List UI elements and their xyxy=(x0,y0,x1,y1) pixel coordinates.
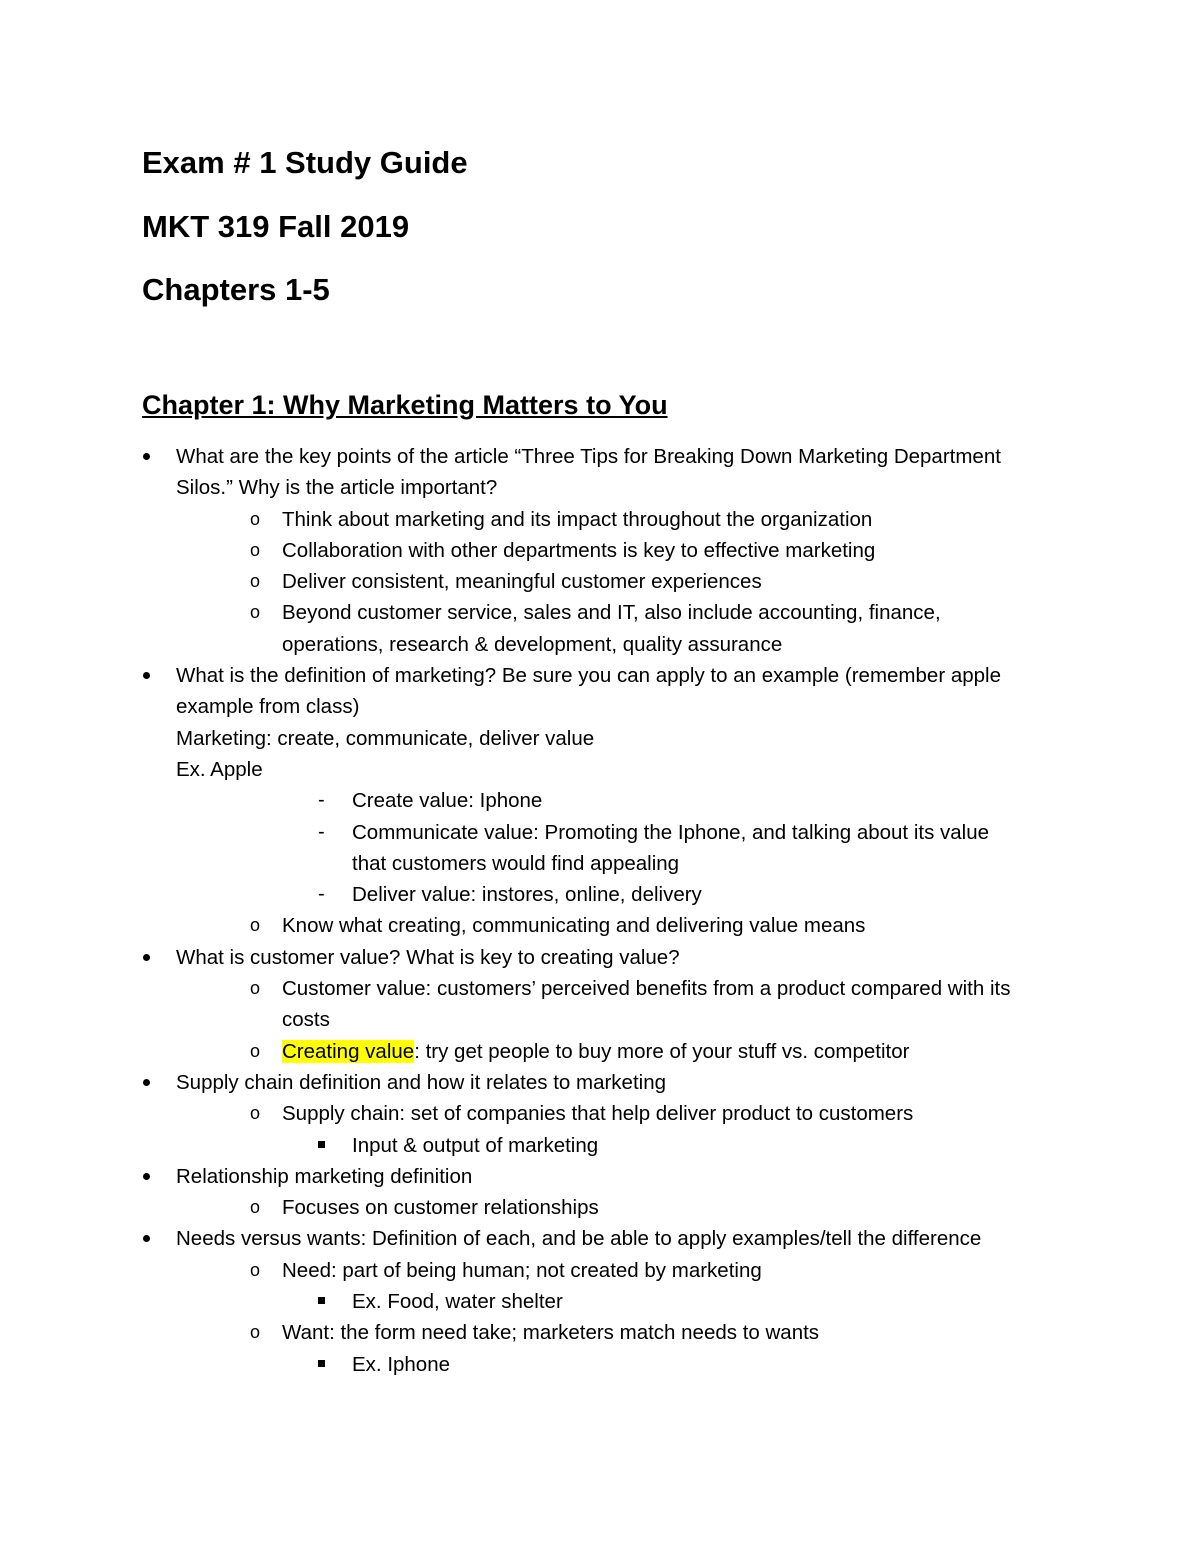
outline-line xyxy=(0,472,1200,503)
bullet-disc-icon xyxy=(143,1235,150,1242)
bullet-circle-icon: o xyxy=(250,1103,261,1124)
outline-line xyxy=(0,691,1200,722)
bullet-disc-icon xyxy=(143,441,150,460)
outline-line xyxy=(0,1130,1200,1161)
bullet-circle-icon: o xyxy=(250,602,261,623)
bullet-circle-icon: o xyxy=(250,1259,261,1280)
document-title: Exam # 1 Study Guide xyxy=(142,145,468,180)
outline-line xyxy=(0,1286,1200,1317)
bullet-circle-icon: o xyxy=(250,539,261,560)
outline-line xyxy=(0,817,1200,848)
outline-line xyxy=(0,1192,1200,1223)
outline-text: Communicate value: Promoting the Iphone, and talking about its value xyxy=(352,820,990,844)
outline-text: Need: part of being human; not created by marketing xyxy=(282,1258,762,1282)
bullet-dash-icon: - xyxy=(318,883,325,906)
bullet-disc-icon xyxy=(143,453,150,460)
chapter-1-outline xyxy=(0,441,1200,1380)
outline-line xyxy=(0,754,1200,785)
outline-line xyxy=(0,1036,1200,1067)
outline-text xyxy=(282,1036,909,1067)
outline-line xyxy=(0,1098,1200,1129)
bullet-square-icon xyxy=(318,1360,325,1367)
bullet-square-icon xyxy=(318,1141,325,1148)
outline-line xyxy=(0,1067,1200,1098)
outline-line xyxy=(0,1255,1200,1286)
outline-text: costs xyxy=(282,1008,330,1032)
bullet-disc-icon xyxy=(143,660,150,679)
outline-line xyxy=(0,910,1200,941)
outline-text: operations, research & development, quality assurance xyxy=(282,632,783,656)
bullet-disc-icon xyxy=(143,942,150,961)
outline-text: Ex. Food, water shelter xyxy=(352,1290,563,1314)
outline-text: What is the definition of marketing? Be sure you can apply to an example (remember apple xyxy=(176,664,1001,688)
outline-text: Marketing: create, communicate, deliver value xyxy=(176,726,595,750)
bullet-circle-icon: o xyxy=(250,508,261,529)
outline-text-rest: : try get people to buy more of your stuff vs. competitor xyxy=(414,1039,910,1063)
bullet-disc-icon xyxy=(143,1223,150,1242)
outline-line xyxy=(0,1004,1200,1035)
outline-line xyxy=(0,660,1200,691)
outline-text: Ex. Iphone xyxy=(352,1352,451,1376)
outline-text: What is customer value? What is key to creating value? xyxy=(176,945,680,969)
outline-line xyxy=(0,848,1200,879)
outline-text: Deliver consistent, meaningful customer experiences xyxy=(282,570,762,594)
bullet-circle-icon: o xyxy=(250,1197,261,1218)
bullet-dash-icon: - xyxy=(318,789,325,812)
outline-text: Customer value: customers’ perceived benefits from a product compared with its xyxy=(282,977,1011,1001)
chapters-range: Chapters 1-5 xyxy=(142,272,330,307)
outline-line xyxy=(0,535,1200,566)
outline-line xyxy=(0,1317,1200,1348)
bullet-square-icon xyxy=(318,1130,325,1148)
outline-text: Supply chain: set of companies that help deliver product to customers xyxy=(282,1102,914,1126)
outline-text: Deliver value: instores, online, delivery xyxy=(352,883,702,907)
bullet-circle-icon: o xyxy=(250,1322,261,1343)
outline-text: example from class) xyxy=(176,695,360,719)
outline-text: Focuses on customer relationships xyxy=(282,1196,599,1220)
bullet-square-icon xyxy=(318,1349,325,1367)
bullet-disc-icon xyxy=(143,672,150,679)
bullet-disc-icon xyxy=(143,1173,150,1180)
bullet-disc-icon xyxy=(143,1161,150,1180)
bullet-circle-icon: o xyxy=(250,1040,261,1061)
outline-line xyxy=(0,566,1200,597)
outline-text: What are the key points of the article “Three Tips for Breaking Down Marketing Department xyxy=(176,445,1001,468)
outline-text: Supply chain definition and how it relates to marketing xyxy=(176,1070,667,1094)
chapter-1-heading: Chapter 1: Why Marketing Matters to You xyxy=(142,390,668,420)
bullet-circle-icon: o xyxy=(250,571,261,592)
bullet-circle-icon: o xyxy=(250,915,261,936)
bullet-disc-icon xyxy=(143,1067,150,1086)
outline-line xyxy=(0,785,1200,816)
outline-text: Relationship marketing definition xyxy=(176,1164,473,1188)
bullet-square-icon xyxy=(318,1297,325,1304)
outline-line xyxy=(0,441,1200,472)
course-title: MKT 319 Fall 2019 xyxy=(142,209,410,244)
outline-line xyxy=(0,879,1200,910)
highlighted-term: Creating value xyxy=(282,1039,415,1063)
outline-text: Ex. Apple xyxy=(176,757,263,781)
outline-text: Want: the form need take; marketers match needs to wants xyxy=(282,1321,820,1345)
outline-text: Collaboration with other departments is key to effective marketing xyxy=(282,538,876,562)
outline-text: Beyond customer service, sales and IT, also include accounting, finance, xyxy=(282,601,941,625)
bullet-dash-icon: - xyxy=(318,820,325,843)
outline-line xyxy=(0,1161,1200,1192)
bullet-circle-icon: o xyxy=(250,978,261,999)
outline-text: Needs versus wants: Definition of each, and be able to apply examples/tell the difference xyxy=(176,1227,982,1251)
outline-line xyxy=(0,1223,1200,1254)
outline-text: that customers would find appealing xyxy=(352,851,680,875)
outline-text: Know what creating, communicating and delivering value means xyxy=(282,914,866,938)
outline-line xyxy=(0,597,1200,628)
outline-line xyxy=(0,504,1200,535)
outline-line xyxy=(0,942,1200,973)
outline-text: Input & output of marketing xyxy=(352,1133,599,1157)
outline-line xyxy=(0,629,1200,660)
bullet-disc-icon xyxy=(143,1079,150,1086)
bullet-square-icon xyxy=(318,1286,325,1304)
outline-text: Silos.” Why is the article important? xyxy=(176,476,498,500)
outline-text: Create value: Iphone xyxy=(352,789,543,813)
outline-line xyxy=(0,973,1200,1004)
bullet-disc-icon xyxy=(143,954,150,961)
outline-line xyxy=(0,1349,1200,1380)
outline-text: Think about marketing and its impact throughout the organization xyxy=(282,507,873,531)
outline-line xyxy=(0,723,1200,754)
